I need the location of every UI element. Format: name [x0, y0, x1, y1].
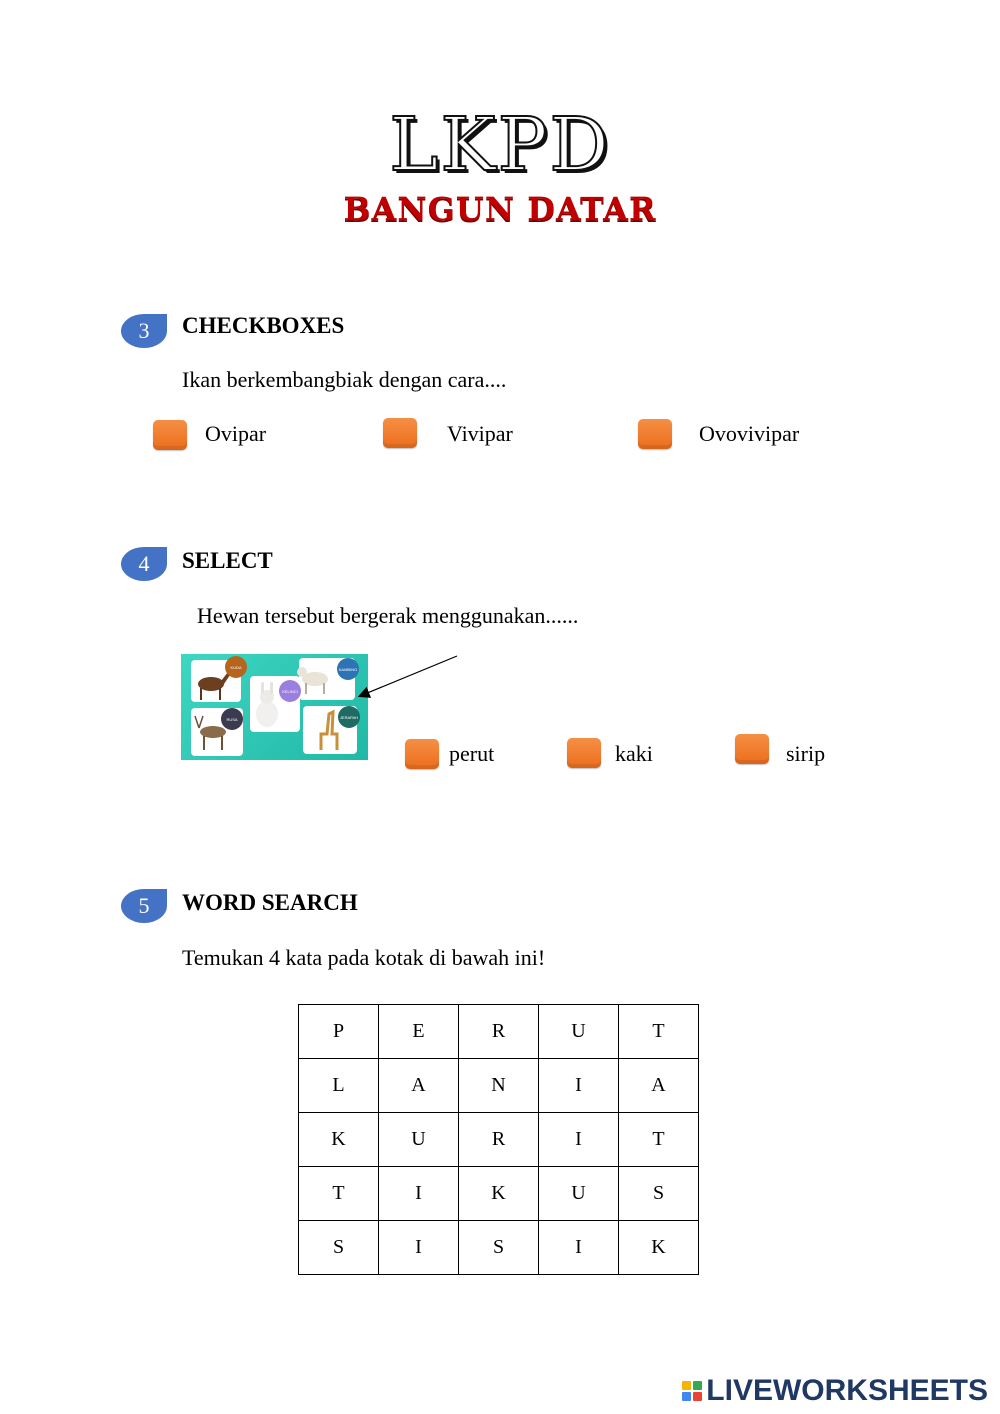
grid-cell[interactable]: I [539, 1059, 619, 1113]
tag-jerapah: JERAPAH [338, 706, 360, 728]
grid-cell[interactable]: A [619, 1059, 699, 1113]
section-5-question: Temukan 4 kata pada kotak di bawah ini! [182, 945, 546, 970]
section-3-heading: CHECKBOXES [182, 313, 345, 338]
option-label-sirip: sirip [786, 741, 826, 766]
grid-cell[interactable]: K [299, 1113, 379, 1167]
grid-cell[interactable]: T [619, 1113, 699, 1167]
grid-cell[interactable]: S [299, 1221, 379, 1275]
tag-kuda: KUDA [225, 656, 247, 678]
grid-cell[interactable]: U [379, 1113, 459, 1167]
section-3-number-badge: 3 [121, 314, 167, 348]
option-label-vivipar: Vivipar [447, 421, 513, 446]
grid-cell[interactable]: P [299, 1005, 379, 1059]
grid-cell[interactable]: K [619, 1221, 699, 1275]
grid-cell[interactable]: T [619, 1005, 699, 1059]
option-label-ovovivipar: Ovovivipar [699, 421, 800, 446]
checkbox-ovovivipar[interactable] [638, 419, 672, 449]
section-3-question: Ikan berkembangbiak dengan cara.... [182, 367, 507, 392]
grid-cell[interactable]: E [379, 1005, 459, 1059]
grid-cell[interactable]: T [299, 1167, 379, 1221]
grid-cell[interactable]: R [459, 1005, 539, 1059]
worksheet-subtitle: BANGUN DATAR [343, 190, 657, 228]
grid-cell[interactable]: A [379, 1059, 459, 1113]
tag-rusa: RUSA [221, 708, 243, 730]
grid-cell[interactable]: R [459, 1113, 539, 1167]
grid-row [299, 1113, 699, 1167]
tag-kelinci: KELINCI [279, 680, 301, 702]
liveworksheets-logo [682, 1374, 988, 1408]
checkbox-vivipar[interactable] [383, 418, 417, 448]
grid-row [299, 1167, 699, 1221]
pointer-arrow-icon [350, 650, 465, 705]
grid-cell[interactable]: S [619, 1167, 699, 1221]
option-label-kaki: kaki [615, 741, 653, 766]
grid-cell[interactable]: L [299, 1059, 379, 1113]
checkbox-kaki[interactable] [567, 738, 601, 768]
grid-cell[interactable]: N [459, 1059, 539, 1113]
section-5-heading: WORD SEARCH [182, 890, 358, 915]
section-4-heading: SELECT [182, 548, 273, 573]
grid-cell[interactable]: S [459, 1221, 539, 1275]
grid-cell[interactable]: I [379, 1167, 459, 1221]
animals-image [181, 654, 368, 760]
grid-cell[interactable]: I [379, 1221, 459, 1275]
section-4-number-badge: 4 [121, 547, 167, 581]
section-5-number-badge: 5 [121, 889, 167, 923]
checkbox-ovipar[interactable] [153, 420, 187, 450]
grid-row [299, 1221, 699, 1275]
grid-row [299, 1059, 699, 1113]
section-4-question: Hewan tersebut bergerak menggunakan...... [197, 603, 579, 628]
checkbox-sirip[interactable] [735, 734, 769, 764]
option-label-ovipar: Ovipar [205, 421, 267, 446]
grid-cell[interactable]: U [539, 1005, 619, 1059]
checkbox-perut[interactable] [405, 739, 439, 769]
liveworksheets-brand-text: LIVEWORKSHEETS [706, 1374, 988, 1407]
grid-cell[interactable]: U [539, 1167, 619, 1221]
liveworksheets-logo-icon [682, 1381, 702, 1401]
worksheet-title: LKPD [389, 102, 611, 188]
grid-cell[interactable]: K [459, 1167, 539, 1221]
grid-row [299, 1005, 699, 1059]
option-label-perut: perut [449, 741, 495, 766]
tag-kambing: KAMBING [337, 658, 359, 680]
grid-cell[interactable]: I [539, 1221, 619, 1275]
word-search-grid [298, 1004, 699, 1275]
grid-cell[interactable]: I [539, 1113, 619, 1167]
